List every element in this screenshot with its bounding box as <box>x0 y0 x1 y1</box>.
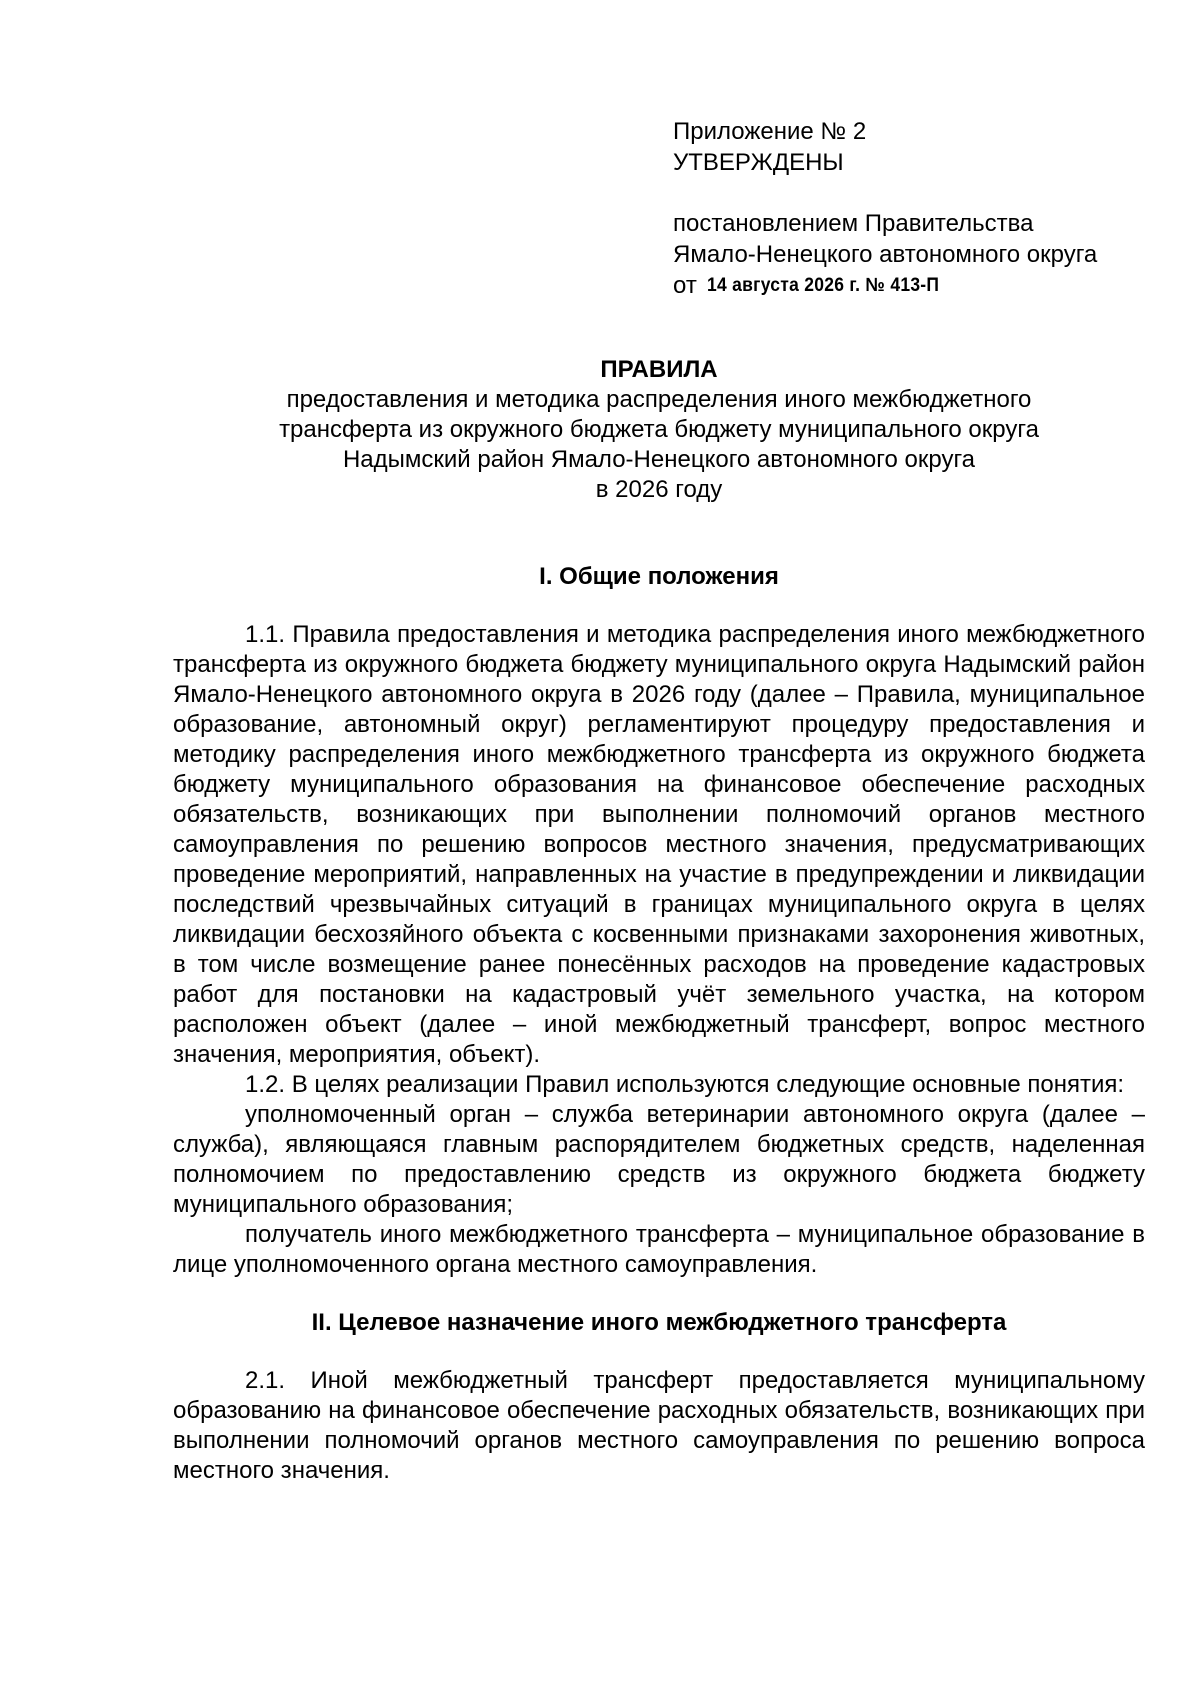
approved-label: УТВЕРЖДЕНЫ <box>673 149 844 176</box>
definition-authorized-body: уполномоченный орган – служба ветеринарии автономного округа (далее – служба), являющаяся главным распорядителем бюджетных средств, наделенная полномочием по предоставлению средств из окружного бюджета бюджету муниципального образования; <box>173 1101 1145 1218</box>
definition-recipient: получатель иного межбюджетного трансферта – муниципальное образование в лице уполномоченного органа местного самоуправления. <box>173 1221 1145 1278</box>
decree-line-1: постановлением Правительства <box>673 210 1034 237</box>
subtitle-line-1: предоставления и методика распределения иного межбюджетного <box>286 386 1032 413</box>
date-prefix: от <box>673 272 697 299</box>
appendix-spacer <box>673 178 1173 208</box>
appendix-block <box>673 116 1173 303</box>
subtitle-line-4: в 2026 году <box>595 476 723 503</box>
paragraph-1-1: 1.1. Правила предоставления и методика распределения иного межбюджетного трансферта из окружного бюджета бюджету муниципального округа Надымский район Ямало-Ненецкого автономного округа в 2026 году (далее – Правила, муниципальное образование, автономный округ) регламентируют процедуру предоставления и методику распределения иного межбюджетного трансферта из окружного бюджета бюджету муниципального образования на финансовое обеспечение расходных обязательств, возникающих при выполнении полномочий органов местного самоуправления по решению вопросов местного значения, предусматривающих проведение мероприятий, направленных на участие в предупреждении и ликвидации последствий чрезвычайных ситуаций в границах муниципального округа в целях ликвидации бесхозяйного объекта с косвенными признаками захоронения животных, в том числе возмещение ранее понесённых расходов на проведение кадастровых работ для постановки на кадастровый учёт земельного участка, на котором расположен объект (далее – иной межбюджетный трансферт, вопрос местного значения, мероприятия, объект). <box>173 621 1145 1068</box>
decree-date-line <box>673 270 1173 303</box>
subtitle-line-2: трансферта из окружного бюджета бюджету муниципального округа <box>279 416 1039 443</box>
subtitle-line-3: Надымский район Ямало-Ненецкого автономного округа <box>342 446 976 473</box>
document-title: ПРАВИЛА <box>600 356 718 383</box>
document-body <box>173 355 1145 1486</box>
appendix-number: Приложение № 2 <box>673 118 867 145</box>
document-subtitle <box>173 385 1145 505</box>
decree-line-2: Ямало-Ненецкого автономного округа <box>673 241 1098 268</box>
section-2-heading: II. Целевое назначение иного межбюджетного трансферта <box>311 1309 1007 1336</box>
paragraph-2-1: 2.1. Иной межбюджетный трансферт предоставляется муниципальному образованию на финансовое обеспечение расходных обязательств, возникающих при выполнении полномочий органов местного самоуправления по решению вопроса местного значения. <box>173 1367 1145 1484</box>
section-1-heading: I. Общие положения <box>539 563 779 590</box>
paragraph-1-2: 1.2. В целях реализации Правил используются следующие основные понятия: <box>245 1071 1125 1098</box>
decree-date-stamp: 14 августа 2026 г. № 413-П <box>706 275 940 296</box>
